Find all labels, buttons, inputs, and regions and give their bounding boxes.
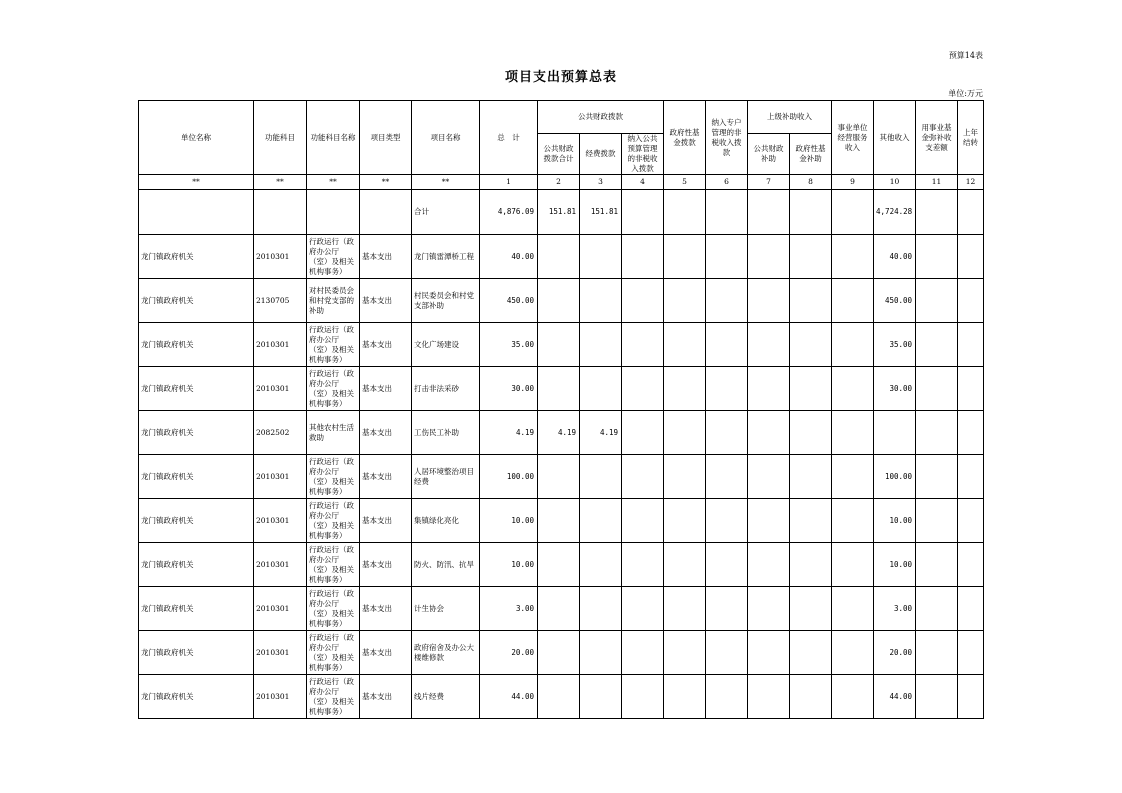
unit-name-cell: 龙门镇政府机关 xyxy=(139,587,254,631)
empty-cell xyxy=(622,323,664,367)
funding-cell xyxy=(580,499,622,543)
empty-cell xyxy=(622,543,664,587)
project-name-cell: 文化广场建设 xyxy=(412,323,480,367)
empty-cell xyxy=(706,631,748,675)
empty-cell xyxy=(832,235,874,279)
empty-cell xyxy=(790,411,832,455)
empty-cell xyxy=(748,279,790,323)
empty-cell xyxy=(706,675,748,719)
unit-name-cell: 龙门镇政府机关 xyxy=(139,367,254,411)
empty-cell xyxy=(916,411,958,455)
func-name-cell: 行政运行（政府办公厅（室）及相关机构事务） xyxy=(307,367,360,411)
total-other-income: 4,724.28 xyxy=(874,190,916,235)
table-row xyxy=(139,455,984,499)
empty-cell xyxy=(958,499,984,543)
empty-cell xyxy=(664,455,706,499)
empty-cell xyxy=(748,323,790,367)
func-code-cell: 2010301 xyxy=(254,367,307,411)
empty-cell xyxy=(748,411,790,455)
header-service-income: 事业单位经营服务收入 xyxy=(832,101,874,175)
empty-cell xyxy=(664,499,706,543)
total-cell: 35.00 xyxy=(480,323,538,367)
total-amount: 4,876.09 xyxy=(480,190,538,235)
func-name-cell: 行政运行（政府办公厅（室）及相关机构事务） xyxy=(307,587,360,631)
funding-cell xyxy=(580,323,622,367)
header-total: 总 计 xyxy=(480,101,538,175)
empty-cell xyxy=(748,455,790,499)
unit-name-cell: 龙门镇政府机关 xyxy=(139,455,254,499)
public-finance-cell xyxy=(538,675,580,719)
empty-cell xyxy=(832,279,874,323)
project-type-cell: 基本支出 xyxy=(360,323,412,367)
funding-cell xyxy=(580,279,622,323)
empty-cell xyxy=(958,367,984,411)
total-cell: 4.19 xyxy=(480,411,538,455)
public-finance-cell xyxy=(538,455,580,499)
index-cell: 6 xyxy=(706,175,748,190)
other-income-cell: 20.00 xyxy=(874,631,916,675)
index-row xyxy=(139,175,984,190)
empty-cell xyxy=(664,323,706,367)
table-row xyxy=(139,675,984,719)
total-cell: 10.00 xyxy=(480,543,538,587)
header-special-account: 纳入专户管理的非税收入拨款 xyxy=(706,101,748,175)
func-code-cell: 2010301 xyxy=(254,235,307,279)
empty-cell xyxy=(916,455,958,499)
project-type-cell: 基本支出 xyxy=(360,675,412,719)
header-gov-fund: 政府性基金拨款 xyxy=(664,101,706,175)
other-income-cell: 40.00 xyxy=(874,235,916,279)
unit-name-cell: 龙门镇政府机关 xyxy=(139,499,254,543)
empty-cell xyxy=(622,279,664,323)
other-income-cell: 100.00 xyxy=(874,455,916,499)
empty-cell xyxy=(916,323,958,367)
public-finance-cell xyxy=(538,235,580,279)
empty-cell xyxy=(748,543,790,587)
empty-cell xyxy=(832,543,874,587)
project-type-cell: 基本支出 xyxy=(360,543,412,587)
empty-cell xyxy=(790,367,832,411)
empty-cell xyxy=(958,323,984,367)
empty-cell xyxy=(748,631,790,675)
unit-name-cell: 龙门镇政府机关 xyxy=(139,411,254,455)
public-finance-cell xyxy=(538,499,580,543)
empty-cell xyxy=(622,367,664,411)
header-carryover: 上年结转 xyxy=(958,101,984,175)
public-finance-cell: 4.19 xyxy=(538,411,580,455)
project-type-cell: 基本支出 xyxy=(360,499,412,543)
empty-cell xyxy=(832,455,874,499)
func-code-cell: 2010301 xyxy=(254,499,307,543)
func-code-cell: 2010301 xyxy=(254,455,307,499)
page-title: 项目支出预算总表 xyxy=(504,70,617,85)
empty-cell xyxy=(706,499,748,543)
func-name-cell: 行政运行（政府办公厅（室）及相关机构事务） xyxy=(307,499,360,543)
empty-cell xyxy=(832,323,874,367)
funding-cell xyxy=(580,235,622,279)
header-func-name: 功能科目名称 xyxy=(307,101,360,175)
empty-cell xyxy=(832,411,874,455)
header-row-1 xyxy=(139,101,984,134)
empty-cell xyxy=(958,543,984,587)
func-name-cell: 行政运行（政府办公厅（室）及相关机构事务） xyxy=(307,455,360,499)
unit-name-cell: 龙门镇政府机关 xyxy=(139,235,254,279)
empty-cell xyxy=(748,499,790,543)
empty-cell xyxy=(664,367,706,411)
func-code-cell: 2010301 xyxy=(254,323,307,367)
other-income-cell: 44.00 xyxy=(874,675,916,719)
empty-cell xyxy=(790,279,832,323)
funding-cell: 4.19 xyxy=(580,411,622,455)
empty-cell xyxy=(622,235,664,279)
func-code-cell: 2010301 xyxy=(254,587,307,631)
funding-cell xyxy=(580,675,622,719)
funding-cell xyxy=(580,367,622,411)
index-cell: 9 xyxy=(832,175,874,190)
public-finance-cell xyxy=(538,367,580,411)
table-row xyxy=(139,587,984,631)
unit-label: 单位:万元 xyxy=(948,89,983,98)
func-name-cell: 行政运行（政府办公厅（室）及相关机构事务） xyxy=(307,675,360,719)
project-name-cell: 人居环境整治项目经费 xyxy=(412,455,480,499)
public-finance-cell xyxy=(538,631,580,675)
table-row xyxy=(139,279,984,323)
table-row xyxy=(139,235,984,279)
index-cell: 2 xyxy=(538,175,580,190)
empty-cell xyxy=(790,323,832,367)
unit-name-cell: 龙门镇政府机关 xyxy=(139,631,254,675)
project-name-cell: 打击非法采砂 xyxy=(412,367,480,411)
index-cell: 10 xyxy=(874,175,916,190)
total-cell: 30.00 xyxy=(480,367,538,411)
func-code-cell: 2130705 xyxy=(254,279,307,323)
empty-cell xyxy=(832,499,874,543)
table-row xyxy=(139,411,984,455)
public-finance-cell xyxy=(538,543,580,587)
func-name-cell: 行政运行（政府办公厅（室）及相关机构事务） xyxy=(307,235,360,279)
empty-cell xyxy=(790,675,832,719)
total-cell: 44.00 xyxy=(480,675,538,719)
func-code-cell: 2010301 xyxy=(254,675,307,719)
index-cell: ** xyxy=(139,175,254,190)
empty-cell xyxy=(832,587,874,631)
total-cell: 100.00 xyxy=(480,455,538,499)
total-cell: 450.00 xyxy=(480,279,538,323)
empty-cell xyxy=(748,675,790,719)
empty-cell xyxy=(958,455,984,499)
public-finance-cell xyxy=(538,323,580,367)
empty-cell xyxy=(622,587,664,631)
index-cell: 8 xyxy=(790,175,832,190)
total-cell: 3.00 xyxy=(480,587,538,631)
project-name-cell: 工伤民工补助 xyxy=(412,411,480,455)
empty-cell xyxy=(748,587,790,631)
funding-cell xyxy=(580,543,622,587)
funding-cell xyxy=(580,631,622,675)
project-name-cell: 龙门镇雷潭桥工程 xyxy=(412,235,480,279)
empty-cell xyxy=(958,411,984,455)
header-balance-fund: 用事业基金弥补收支差额 xyxy=(916,101,958,175)
empty-cell xyxy=(958,279,984,323)
empty-cell xyxy=(916,499,958,543)
empty-cell xyxy=(706,279,748,323)
total-cell: 10.00 xyxy=(480,499,538,543)
empty-cell xyxy=(706,587,748,631)
index-cell: 11 xyxy=(916,175,958,190)
empty-cell xyxy=(664,279,706,323)
empty-cell xyxy=(916,279,958,323)
total-public-finance: 151.81 xyxy=(538,190,580,235)
index-cell: 7 xyxy=(748,175,790,190)
unit-name-cell: 龙门镇政府机关 xyxy=(139,323,254,367)
header-public-finance-total: 公共财政拨款合计 xyxy=(538,134,580,175)
header-non-tax: 纳入公共预算管理的非税收入拨款 xyxy=(622,134,664,175)
index-cell: 12 xyxy=(958,175,984,190)
index-cell: ** xyxy=(412,175,480,190)
table-row xyxy=(139,499,984,543)
index-cell: 3 xyxy=(580,175,622,190)
func-name-cell: 行政运行（政府办公厅（室）及相关机构事务） xyxy=(307,631,360,675)
empty-cell xyxy=(916,367,958,411)
empty-cell xyxy=(622,675,664,719)
empty-cell xyxy=(832,631,874,675)
empty-cell xyxy=(622,499,664,543)
empty-cell xyxy=(706,455,748,499)
project-type-cell: 基本支出 xyxy=(360,455,412,499)
empty-cell xyxy=(622,411,664,455)
other-income-cell: 10.00 xyxy=(874,543,916,587)
form-code: 预算14表 xyxy=(948,51,983,60)
empty-cell xyxy=(916,235,958,279)
index-cell: 1 xyxy=(480,175,538,190)
project-type-cell: 基本支出 xyxy=(360,631,412,675)
other-income-cell: 10.00 xyxy=(874,499,916,543)
func-name-cell: 其他农村生活救助 xyxy=(307,411,360,455)
total-cell: 40.00 xyxy=(480,235,538,279)
index-cell: ** xyxy=(360,175,412,190)
empty-cell xyxy=(832,367,874,411)
empty-cell xyxy=(790,587,832,631)
empty-cell xyxy=(622,455,664,499)
empty-cell xyxy=(706,543,748,587)
project-name-cell: 集镇绿化亮化 xyxy=(412,499,480,543)
empty-cell xyxy=(790,235,832,279)
public-finance-cell xyxy=(538,279,580,323)
empty-cell xyxy=(664,411,706,455)
empty-cell xyxy=(790,631,832,675)
table-row xyxy=(139,543,984,587)
total-cell: 20.00 xyxy=(480,631,538,675)
empty-cell xyxy=(664,631,706,675)
header-upper-public: 公共财政补助 xyxy=(748,134,790,175)
empty-cell xyxy=(790,543,832,587)
unit-name-cell: 龙门镇政府机关 xyxy=(139,675,254,719)
empty-cell xyxy=(958,675,984,719)
table-row xyxy=(139,631,984,675)
header-public-finance: 公共财政拨款 xyxy=(538,101,664,134)
func-code-cell: 2082502 xyxy=(254,411,307,455)
empty-cell xyxy=(706,411,748,455)
empty-cell xyxy=(790,455,832,499)
project-name-cell: 村民委员会和村党支部补助 xyxy=(412,279,480,323)
func-name-cell: 行政运行（政府办公厅（室）及相关机构事务） xyxy=(307,323,360,367)
header-upper-subsidy: 上级补助收入 xyxy=(748,101,832,134)
func-code-cell: 2010301 xyxy=(254,631,307,675)
project-name-cell: 政府宿舍及办公大楼维修款 xyxy=(412,631,480,675)
header-funding: 经费拨款 xyxy=(580,134,622,175)
func-code-cell: 2010301 xyxy=(254,543,307,587)
empty-cell xyxy=(958,587,984,631)
header-project-name: 项目名称 xyxy=(412,101,480,175)
empty-cell xyxy=(790,499,832,543)
total-row xyxy=(139,190,984,235)
empty-cell xyxy=(664,675,706,719)
index-cell: 4 xyxy=(622,175,664,190)
unit-name-cell: 龙门镇政府机关 xyxy=(139,279,254,323)
empty-cell xyxy=(664,587,706,631)
empty-cell xyxy=(958,235,984,279)
budget-table xyxy=(138,100,984,719)
empty-cell xyxy=(706,235,748,279)
project-type-cell: 基本支出 xyxy=(360,587,412,631)
header-project-type: 项目类型 xyxy=(360,101,412,175)
empty-cell xyxy=(706,323,748,367)
empty-cell xyxy=(832,675,874,719)
project-type-cell: 基本支出 xyxy=(360,367,412,411)
empty-cell xyxy=(622,631,664,675)
table-row xyxy=(139,323,984,367)
project-name-cell: 防火、防汛、抗旱 xyxy=(412,543,480,587)
unit-name-cell: 龙门镇政府机关 xyxy=(139,543,254,587)
other-income-cell: 3.00 xyxy=(874,587,916,631)
data-rows xyxy=(139,235,984,719)
empty-cell xyxy=(664,235,706,279)
header-other-income: 其他收入 xyxy=(874,101,916,175)
project-name-cell: 线片经费 xyxy=(412,675,480,719)
empty-cell xyxy=(916,587,958,631)
total-label: 合计 xyxy=(412,190,480,235)
index-cell: ** xyxy=(307,175,360,190)
index-cell: ** xyxy=(254,175,307,190)
header-unit-name: 单位名称 xyxy=(139,101,254,175)
project-name-cell: 计生协会 xyxy=(412,587,480,631)
empty-cell xyxy=(916,543,958,587)
other-income-cell: 30.00 xyxy=(874,367,916,411)
other-income-cell: 450.00 xyxy=(874,279,916,323)
funding-cell xyxy=(580,587,622,631)
func-name-cell: 对村民委员会和村党支部的补助 xyxy=(307,279,360,323)
public-finance-cell xyxy=(538,587,580,631)
empty-cell xyxy=(748,367,790,411)
index-cell: 5 xyxy=(664,175,706,190)
empty-cell xyxy=(916,675,958,719)
other-income-cell xyxy=(874,411,916,455)
empty-cell xyxy=(706,367,748,411)
empty-cell xyxy=(664,543,706,587)
empty-cell xyxy=(958,631,984,675)
header-func-code: 功能科目 xyxy=(254,101,307,175)
funding-cell xyxy=(580,455,622,499)
project-type-cell: 基本支出 xyxy=(360,279,412,323)
project-type-cell: 基本支出 xyxy=(360,411,412,455)
header-upper-gov-fund: 政府性基金补助 xyxy=(790,134,832,175)
table-row xyxy=(139,367,984,411)
empty-cell xyxy=(916,631,958,675)
total-funding: 151.81 xyxy=(580,190,622,235)
project-type-cell: 基本支出 xyxy=(360,235,412,279)
empty-cell xyxy=(748,235,790,279)
func-name-cell: 行政运行（政府办公厅（室）及相关机构事务） xyxy=(307,543,360,587)
other-income-cell: 35.00 xyxy=(874,323,916,367)
